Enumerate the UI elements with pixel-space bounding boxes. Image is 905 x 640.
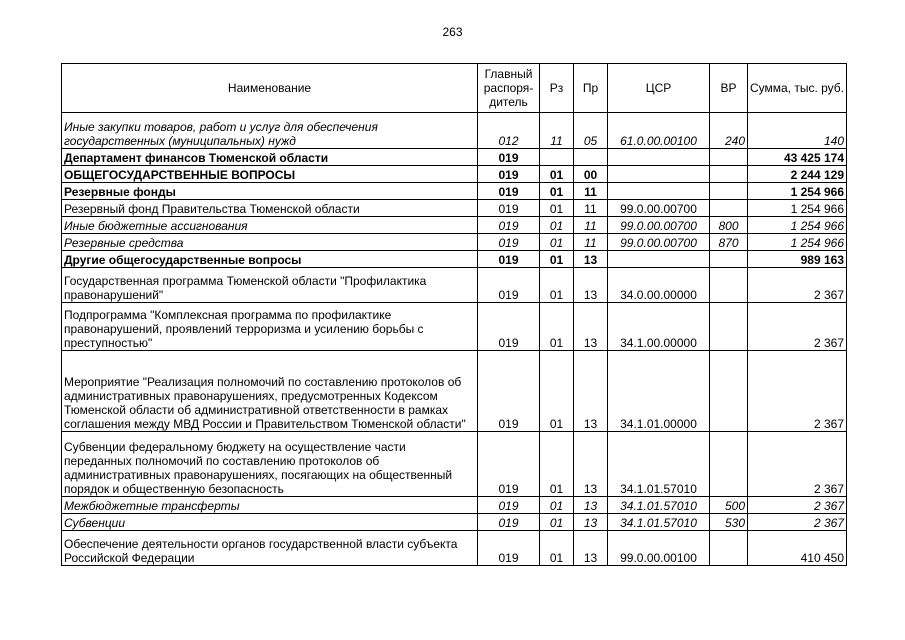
row-gr: 019 — [478, 432, 540, 497]
header-main-manager: Главный распоря-дитель — [478, 64, 540, 113]
row-pr: 00 — [574, 166, 608, 183]
row-rz: 01 — [540, 432, 574, 497]
row-vr: 500 — [710, 497, 748, 514]
row-rz: 01 — [540, 531, 574, 566]
row-gr: 019 — [478, 351, 540, 432]
row-sum: 2 244 129 — [748, 166, 847, 183]
row-pr: 13 — [574, 351, 608, 432]
row-gr: 019 — [478, 251, 540, 268]
row-name: Резервные фонды — [62, 183, 478, 200]
row-csr: 99.0.00.00700 — [608, 217, 710, 234]
row-csr: 34.1.01.57010 — [608, 497, 710, 514]
row-csr — [608, 149, 710, 166]
row-pr: 13 — [574, 251, 608, 268]
row-vr — [710, 183, 748, 200]
row-vr — [710, 432, 748, 497]
header-rz: Рз — [540, 64, 574, 113]
table-row — [62, 531, 847, 566]
row-rz — [540, 149, 574, 166]
row-sum: 410 450 — [748, 531, 847, 566]
table-row — [62, 351, 847, 432]
row-name: Субвенции федеральному бюджету на осуществление части переданных полномочий по составлению протоколов об административных правонарушениях, посягающих на общественный порядок и общественную безопасность — [62, 432, 478, 497]
row-sum: 2 367 — [748, 497, 847, 514]
table-row — [62, 200, 847, 217]
row-name: Иные закупки товаров, работ и услуг для обеспечения государственных (муниципальных) нужд — [62, 113, 478, 149]
row-vr — [710, 200, 748, 217]
table-row — [62, 497, 847, 514]
row-vr — [710, 149, 748, 166]
row-rz: 01 — [540, 251, 574, 268]
row-gr: 019 — [478, 531, 540, 566]
row-sum: 1 254 966 — [748, 200, 847, 217]
row-csr: 34.0.00.00000 — [608, 268, 710, 303]
row-pr: 13 — [574, 303, 608, 351]
row-csr — [608, 166, 710, 183]
table-row — [62, 432, 847, 497]
row-pr: 11 — [574, 183, 608, 200]
row-gr: 019 — [478, 234, 540, 251]
table-row — [62, 113, 847, 149]
row-sum: 1 254 966 — [748, 217, 847, 234]
row-gr: 019 — [478, 303, 540, 351]
row-vr: 530 — [710, 514, 748, 531]
row-sum: 43 425 174 — [748, 149, 847, 166]
row-vr — [710, 531, 748, 566]
row-rz: 01 — [540, 514, 574, 531]
header-name: Наименование — [62, 64, 478, 113]
table-row — [62, 251, 847, 268]
row-vr — [710, 251, 748, 268]
row-rz: 01 — [540, 166, 574, 183]
row-csr: 34.1.01.00000 — [608, 351, 710, 432]
table-row — [62, 234, 847, 251]
row-csr: 34.1.01.57010 — [608, 514, 710, 531]
row-sum: 1 254 966 — [748, 234, 847, 251]
row-pr: 13 — [574, 497, 608, 514]
row-pr: 11 — [574, 234, 608, 251]
row-gr: 019 — [478, 200, 540, 217]
row-vr — [710, 166, 748, 183]
row-csr: 99.0.00.00700 — [608, 200, 710, 217]
header-csr: ЦСР — [608, 64, 710, 113]
row-gr: 019 — [478, 497, 540, 514]
row-csr: 99.0.00.00700 — [608, 234, 710, 251]
row-pr: 13 — [574, 432, 608, 497]
row-gr: 019 — [478, 183, 540, 200]
row-rz: 01 — [540, 268, 574, 303]
row-vr — [710, 351, 748, 432]
table-row — [62, 268, 847, 303]
row-name: Другие общегосударственные вопросы — [62, 251, 478, 268]
row-vr — [710, 303, 748, 351]
row-sum: 2 367 — [748, 351, 847, 432]
row-name: Подпрограмма "Комплексная программа по профилактике правонарушений, проявлений терроризма и усилению борьбы с преступностью" — [62, 303, 478, 351]
row-rz: 01 — [540, 303, 574, 351]
table-row — [62, 149, 847, 166]
row-csr — [608, 251, 710, 268]
row-sum: 140 — [748, 113, 847, 149]
row-name: Иные бюджетные ассигнования — [62, 217, 478, 234]
row-csr: 34.1.00.00000 — [608, 303, 710, 351]
row-gr: 019 — [478, 166, 540, 183]
table-row — [62, 303, 847, 351]
table-row — [62, 183, 847, 200]
table-row — [62, 166, 847, 183]
row-sum: 2 367 — [748, 514, 847, 531]
row-sum: 2 367 — [748, 303, 847, 351]
row-gr: 012 — [478, 113, 540, 149]
row-pr: 13 — [574, 268, 608, 303]
table-row — [62, 514, 847, 531]
row-csr: 61.0.00.00100 — [608, 113, 710, 149]
row-pr: 11 — [574, 200, 608, 217]
budget-table — [61, 63, 847, 566]
row-csr — [608, 183, 710, 200]
row-rz: 01 — [540, 497, 574, 514]
row-rz: 01 — [540, 217, 574, 234]
row-pr: 13 — [574, 514, 608, 531]
row-name: Межбюджетные трансферты — [62, 497, 478, 514]
row-name: Резервные средства — [62, 234, 478, 251]
row-gr: 019 — [478, 514, 540, 531]
row-sum: 2 367 — [748, 268, 847, 303]
header-pr: Пр — [574, 64, 608, 113]
table-row — [62, 217, 847, 234]
row-gr: 019 — [478, 268, 540, 303]
row-csr: 34.1.01.57010 — [608, 432, 710, 497]
row-name: Департамент финансов Тюменской области — [62, 149, 478, 166]
row-rz: 01 — [540, 183, 574, 200]
row-sum: 989 163 — [748, 251, 847, 268]
row-csr: 99.0.00.00100 — [608, 531, 710, 566]
header-row — [62, 64, 847, 113]
row-rz: 01 — [540, 234, 574, 251]
row-sum: 2 367 — [748, 432, 847, 497]
row-gr: 019 — [478, 217, 540, 234]
header-sum: Сумма, тыс. руб. — [748, 64, 847, 113]
row-pr: 05 — [574, 113, 608, 149]
row-sum: 1 254 966 — [748, 183, 847, 200]
row-vr: 870 — [710, 234, 748, 251]
row-pr: 11 — [574, 217, 608, 234]
row-vr: 800 — [710, 217, 748, 234]
header-vr: ВР — [710, 64, 748, 113]
row-vr: 240 — [710, 113, 748, 149]
page-number: 263 — [442, 25, 463, 39]
row-vr — [710, 268, 748, 303]
row-gr: 019 — [478, 149, 540, 166]
row-name: Мероприятие "Реализация полномочий по составлению протоколов об административных правонарушениях, предусмотренных Кодексом Тюменской области об административной ответственности в рамках соглашения между МВД России и Правительством Тюменской области" — [62, 351, 478, 432]
row-rz: 01 — [540, 200, 574, 217]
row-pr: 13 — [574, 531, 608, 566]
row-pr — [574, 149, 608, 166]
row-rz: 01 — [540, 351, 574, 432]
row-name: ОБЩЕГОСУДАРСТВЕННЫЕ ВОПРОСЫ — [62, 166, 478, 183]
row-name: Резервный фонд Правительства Тюменской области — [62, 200, 478, 217]
row-name: Субвенции — [62, 514, 478, 531]
row-name: Государственная программа Тюменской области "Профилактика правонарушений" — [62, 268, 478, 303]
row-name: Обеспечение деятельности органов государственной власти субъекта Российской Федерации — [62, 531, 478, 566]
row-rz: 11 — [540, 113, 574, 149]
